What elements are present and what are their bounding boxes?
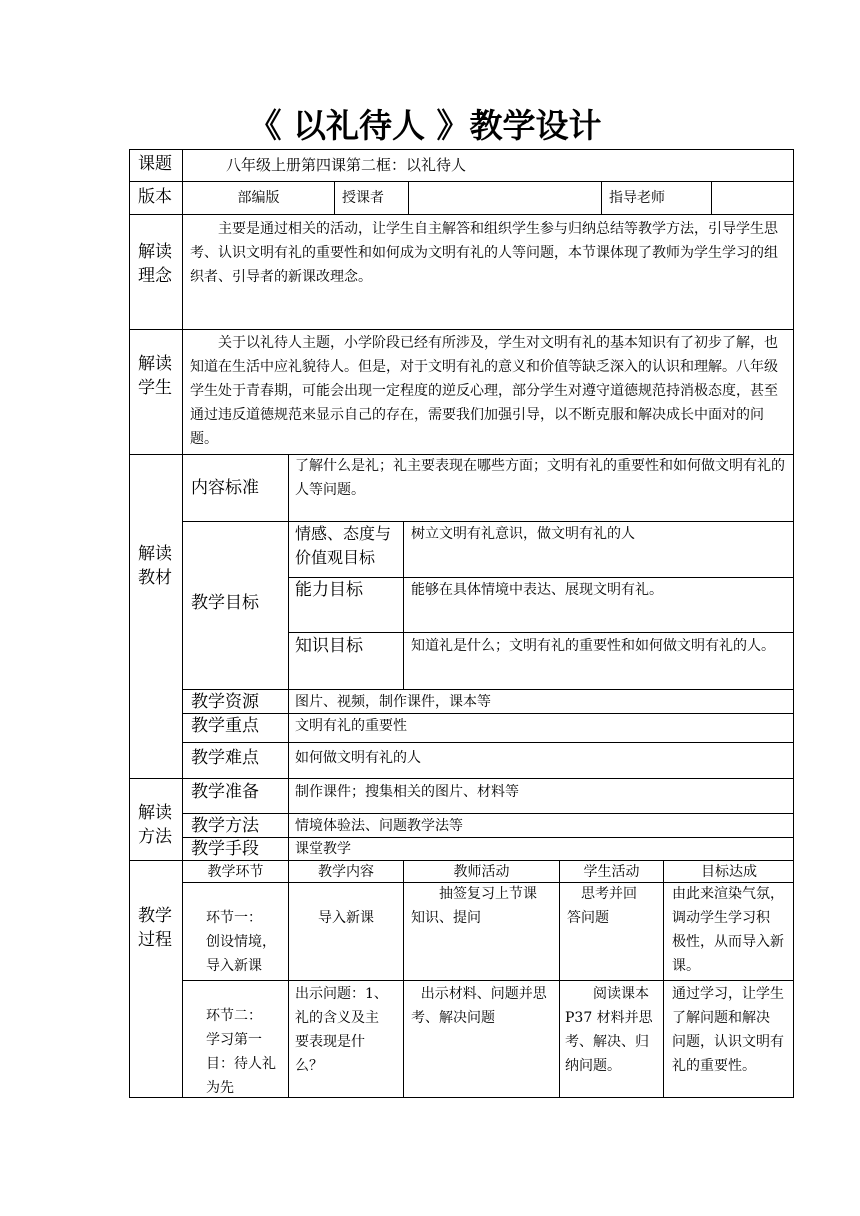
difficulty-text: 如何做文明有礼的人 [295,750,421,766]
document-title: 《 以礼待人 》教学设计 [248,106,602,145]
process-row2-teacher: 出示材料、问题并思 考、解决问题 [411,986,547,1026]
objectives-label: 教学目标 [191,593,259,613]
row-divider [129,181,794,182]
process-row2-student: 阅读课本 P37 材料并思 考、解决、归 纳问题。 [565,986,653,1074]
row-divider [129,778,794,779]
row-divider [182,980,794,981]
topic-label: 课题 [138,154,172,174]
objective-emotion-label: 情感、态度与 价值观目标 [295,524,392,567]
means-label: 教学手段 [191,839,259,859]
process-row2-stage: 环节二： 学习第一 目：待人礼 为先 [206,1008,276,1096]
process-header-student: 学生活动 [583,864,640,880]
method-label: 教学方法 [191,816,259,836]
advisor-label: 指导老师 [609,190,665,206]
objective-ability-text: 能够在具体情境中表达、展现文明有礼。 [411,582,663,598]
row-divider [129,214,794,215]
column-divider [288,860,289,1098]
methods-section-label: 解读 方法 [138,803,172,847]
key-point-text: 文明有礼的重要性 [295,718,407,734]
column-divider [408,181,409,214]
prep-text: 制作课件；搜集相关的图片、材料等 [295,784,519,800]
column-divider [663,860,664,1098]
topic-value: 八年级上册第四课第二框：以礼待人 [226,156,467,174]
textbook-section-label: 解读 教材 [138,544,172,588]
students-text: 关于以礼待人主题，小学阶段已经有所涉及，学生对文明有礼的基本知识有了初步了解，也知道在生活中应礼貌待人。但是，对于文明有礼的意义和价值等缺乏深入的认识和理解。八年级学生处于青春期，可能会出现一定程度的逆反心理，部分学生对遵守道德规范持消极态度，甚至通过违反道德规范来显示自己的存在，需要我们加强引导，以不断克服和解决成长中面对的问题。 [190,335,778,447]
version-label: 版本 [138,187,172,207]
objective-knowledge-text: 知道礼是什么；文明有礼的重要性和如何做文明有礼的人。 [411,638,775,654]
content-standard-label: 内容标准 [191,478,259,498]
process-row2-content: 出示问题：1、 礼的含义及主 要表现是什 么？ [295,986,388,1074]
key-point-label: 教学重点 [191,716,259,736]
row-divider [182,742,794,743]
students-section-label: 解读 学生 [138,354,172,398]
column-divider [403,521,404,689]
method-text: 情境体验法、问题教学法等 [295,818,463,834]
row-divider [288,632,794,633]
philosophy-section-label: 解读 理念 [138,242,172,286]
process-section-label: 教学 过程 [138,906,172,950]
process-row2-goal: 通过学习，让学生 了解问题和解决 问题，认识文明有 礼的重要性。 [672,986,784,1074]
process-row1-goal: 由此来渲染气氛， 调动学生学习积 极性，从而导入新 课。 [672,886,784,974]
objective-emotion-text: 树立文明有礼意识，做文明有礼的人 [411,526,635,542]
content-standard-text: 了解什么是礼；礼主要表现在哪些方面；文明有礼的重要性和如何做文明有礼的人等问题。 [295,458,785,498]
process-header-goal: 目标达成 [701,864,757,880]
process-header-teacher: 教师活动 [453,864,510,880]
column-divider [334,181,335,214]
process-row1-stage: 环节一： 创设情境， 导入新课 [206,910,276,974]
process-header-stage: 教学环节 [207,864,264,880]
row-divider [129,329,794,330]
teacher-label: 授课者 [342,190,384,206]
process-row1-content: 导入新课 [318,910,374,926]
column-divider [182,149,183,1098]
objective-ability-label: 能力目标 [295,580,363,600]
column-divider [711,181,712,214]
resources-label: 教学资源 [191,692,259,712]
row-divider [182,813,794,814]
row-divider [182,837,794,838]
process-row1-student: 思考并回 答问题 [567,886,637,926]
prep-label: 教学准备 [191,782,259,802]
difficulty-label: 教学难点 [191,748,259,768]
process-header-content: 教学内容 [318,864,374,880]
column-divider [288,454,289,860]
philosophy-text: 主要是通过相关的活动，让学生自主解答和组织学生参与归纳总结等教学方法，引导学生思考、认识文明有礼的重要性和如何成为文明有礼的人等问题，本节课体现了教师为学生学习的组织者、引导者的新课改理念。 [190,221,778,285]
version-value: 部编版 [237,190,280,206]
resources-text: 图片、视频，制作课件，课本等 [295,694,491,710]
objective-knowledge-label: 知识目标 [295,636,363,656]
process-row1-teacher: 抽签复习上节课 知识、提问 [411,886,537,926]
column-divider [403,860,404,1098]
column-divider [601,181,602,214]
means-text: 课堂教学 [295,841,351,857]
column-divider [559,860,560,1098]
